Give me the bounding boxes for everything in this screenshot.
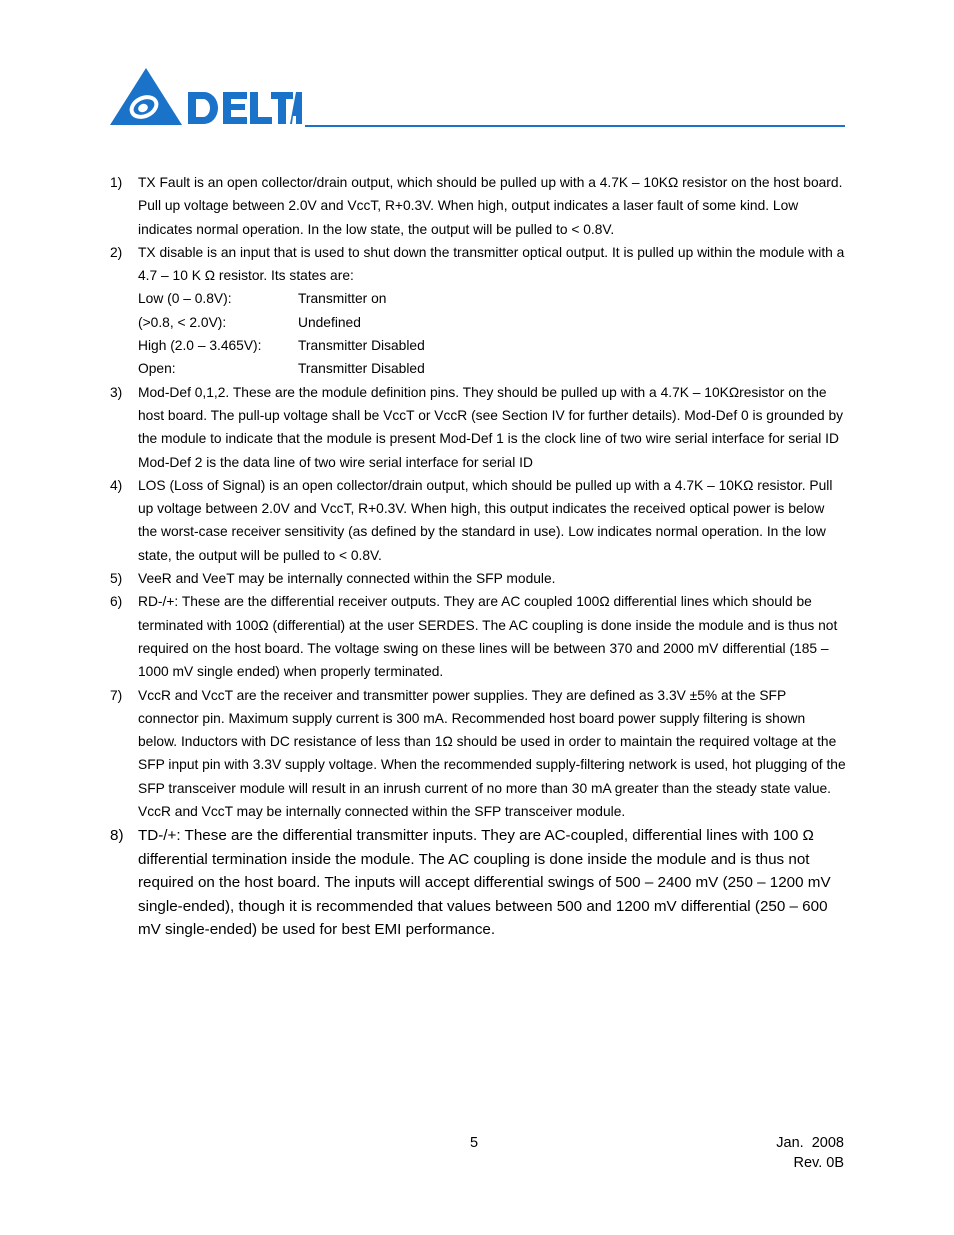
delta-logo: [110, 68, 302, 128]
note-text: TX disable is an input that is used to shut down the transmitter optical output. It is pulled up within the module with a 4.7 – 10 K Ω resistor. Its states are:: [138, 244, 845, 284]
note-5: [110, 567, 846, 590]
footer-revision-block: [776, 1133, 844, 1173]
note-text: VccR and VccT are the receiver and transmitter power supplies. They are defined as 3.3V ±5% at the SFP connector pin. Maximum supply current is 300 mA. Recommended host board power supply filtering is shown below. Inductors with DC resistance of less than 1Ω should be used in order to maintain the required voltage at the SFP input pin with 3.3V supply voltage. When the recommended supply-filtering network is used, hot plugging of the SFP transceiver module will result in an inrush current of no more than 30 mA greater than the steady state value. VccR and VccT may be internally connected within the SFP transceiver module.: [138, 687, 846, 820]
note-number: 7): [110, 687, 123, 703]
note-4: [110, 474, 846, 567]
note-number: 5): [110, 571, 123, 587]
note-text: Mod-Def 0,1,2. These are the module definition pins. They should be pulled up with a 4.7K – 10KΩresistor on the host board. The pull-up voltage shall be VccT or VccR (see Section IV for further details). Mod-Def 0 is grounded by the module to indicate that the module is present Mod-Def 1 is the clock line of two wire serial interface for serial ID Mod-Def 2 is the data line of two wire serial interface for serial ID: [138, 384, 844, 470]
state-level: Low (0 – 0.8V):: [138, 291, 232, 307]
state-row: [138, 334, 846, 357]
note-text: VeeR and VeeT may be internally connected within the SFP module.: [138, 571, 556, 587]
note-number: 1): [110, 175, 123, 190]
note-6: [110, 590, 846, 683]
note-8: [110, 824, 846, 941]
note-text: TD-/+: These are the differential transmitter inputs. They are AC-coupled, differential lines with 100 Ω differential termination inside the module. The AC coupling is done inside the module and is thus not required on the host board. The inputs will accept differential swings of 500 – 2400 mV (250 – 1200 mV single-ended), though it is recommended that values between 500 and 1200 mV differential (250 – 600 mV single-ended) be used for best EMI performance.: [138, 827, 831, 938]
notes-list: [110, 171, 846, 941]
note-3: [110, 381, 846, 474]
state-level: Open:: [138, 361, 176, 377]
note-number: 4): [110, 477, 123, 493]
state-row: [138, 287, 846, 310]
state-value: Transmitter Disabled: [298, 361, 425, 377]
delta-logo-icon: [110, 68, 302, 128]
state-value: Transmitter on: [298, 291, 387, 307]
page-number: 5: [469, 1135, 479, 1151]
note-number: 3): [110, 384, 123, 400]
note-number: 2): [110, 244, 123, 260]
state-value: Transmitter Disabled: [298, 338, 425, 354]
footer-revision: Rev. 0B: [793, 1155, 844, 1171]
note-text: TX Fault is an open collector/drain output, which should be pulled up with a 4.7K – 10KΩ resistor on the host board. Pull up voltage between 2.0V and VccT, R+0.3V. When high, output indicates a laser fault of some kind. Low indicates normal operation. In the low state, the output will be pulled to < 0.8V.: [138, 175, 843, 237]
note-number: 6): [110, 594, 123, 610]
state-level: (>0.8, < 2.0V):: [138, 314, 227, 330]
note-number: 8): [110, 827, 124, 845]
note-text: RD-/+: These are the differential receiver outputs. They are AC coupled 100Ω differential lines which should be terminated with 100Ω (differential) at the user SERDES. The AC coupling is done inside the module and is thus not required on the host board. The voltage swing on these lines will be between 370 and 2000 mV differential (185 – 1000 mV single ended) when properly terminated.: [138, 594, 838, 680]
state-value: Undefined: [298, 314, 361, 330]
note-text: LOS (Loss of Signal) is an open collector/drain output, which should be pulled up with a 4.7K – 10KΩ resistor. Pull up voltage between 2.0V and VccT, R+0.3V. When high, this output indicates the received optical power is below the worst-case receiver sensitivity (as defined by the standard in use). Low indicates normal operation. In the low state, the output will be pulled to < 0.8V.: [138, 477, 833, 563]
tx-disable-states: [138, 287, 846, 380]
note-7: [110, 684, 846, 824]
state-row: [138, 311, 846, 334]
state-level: High (2.0 – 3.465V):: [138, 338, 262, 354]
note-1: [110, 171, 846, 241]
header-divider: [305, 125, 845, 127]
state-row: [138, 357, 846, 380]
note-2: [110, 241, 846, 381]
footer-date: Jan. 2008: [776, 1135, 844, 1151]
